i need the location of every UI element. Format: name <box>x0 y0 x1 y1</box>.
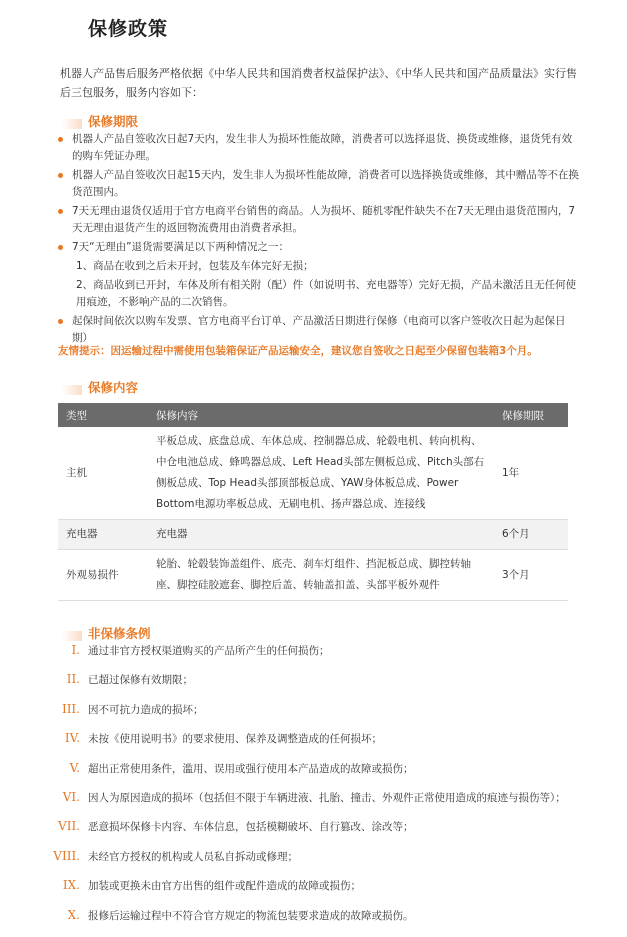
list-item: V. 超出正常使用条件，滥用、误用或强行使用本产品造成的故障或损伤； <box>46 761 606 790</box>
list-sub-item: 2、商品收到已开封，车体及所有相关附（配）件（如说明书、充电器等）完好无损，产品未激活且无任何使用痕迹，不影响产品的二次销售。 <box>76 279 577 308</box>
section-heading-coverage: 保修内容 <box>88 380 139 395</box>
roman-numeral: III. <box>61 701 80 716</box>
roman-numeral: II. <box>66 672 80 687</box>
cell-type: 外观易损件 <box>58 550 148 601</box>
table-row <box>58 550 568 601</box>
list-item: X. 报修后运输过程中不符合官方规定的物流包装要求造成的故障或损伤。 <box>46 908 606 937</box>
list-item: VIII. 未经官方授权的机构或人员私自拆动或修理； <box>46 849 606 878</box>
list-item: 机器人产品自签收次日起15天内，发生非人为损坏性能故障，消费者可以选择换货或维修，其中赠品等不在换货范围内。 <box>58 167 580 201</box>
cell-type: 主机 <box>58 427 148 520</box>
section-heading-exclusions: 非保修条例 <box>88 626 151 641</box>
friendly-tip: 友情提示：因运输过程中需使用包装箱保证产品运输安全，建议您自签收之日起至少保留包装箱3个月。 <box>58 345 538 357</box>
bullet-icon <box>58 137 63 142</box>
list-item: IX. 加装或更换未由官方出售的组件或配件造成的故障或损伤； <box>46 878 606 907</box>
cell-type: 充电器 <box>58 520 148 550</box>
bullet-icon <box>58 209 63 214</box>
exclusions-list <box>46 643 606 937</box>
table-header-row <box>58 403 568 427</box>
table-row <box>58 427 568 520</box>
list-item: 机器人产品自签收次日起7天内，发生非人为损坏性能故障，消费者可以选择退货、换货或维修，退货凭有效的购车凭证办理。 <box>58 131 580 165</box>
roman-numeral: IX. <box>62 878 80 893</box>
roman-numeral: IV. <box>64 731 80 746</box>
column-header-period: 保修期限 <box>494 403 568 427</box>
list-item: 7天“无理由”退货需要满足以下两种情况之一： <box>58 239 580 256</box>
cell-content: 充电器 <box>148 520 494 550</box>
intro-paragraph: 机器人产品售后服务严格依据《中华人民共和国消费者权益保护法》、《中华人民共和国产品质量法》实行售后三包服务，服务内容如下： <box>60 67 577 99</box>
list-item: 起保时间依次以购车发票、官方电商平台订单、产品激活日期进行保修（电商可以客户签收次日起为起保日期） <box>58 313 580 347</box>
list-item: IV. 未按《使用说明书》的要求使用、保养及调整造成的任何损坏； <box>46 731 606 760</box>
section-marker <box>62 385 82 395</box>
roman-numeral: VI. <box>62 789 80 804</box>
cell-period: 3个月 <box>494 550 568 601</box>
cell-content: 轮胎、轮毂装饰盖组件、底壳、刹车灯组件、挡泥板总成、脚控转轴座、脚控硅胶遮套、脚控后盖、转轴盖扣盖、头部平板外观件 <box>148 550 494 601</box>
list-item: 7天无理由退货仅适用于官方电商平台销售的商品。人为损坏、随机零配件缺失不在7天无理由退货范围内，7天无理由退货产生的返回物流费用由消费者承担。 <box>58 203 580 237</box>
section-marker <box>62 119 82 129</box>
cell-period: 1年 <box>494 427 568 520</box>
bullet-icon <box>58 245 63 250</box>
roman-numeral: VIII. <box>53 848 80 863</box>
section-heading-warranty-period: 保修期限 <box>88 114 139 129</box>
cell-period: 6个月 <box>494 520 568 550</box>
bullet-icon <box>58 173 63 178</box>
warranty-period-list <box>58 131 580 349</box>
list-item: I. 通过非官方授权渠道购买的产品所产生的任何损伤； <box>46 643 606 672</box>
list-item: II. 已超过保修有效期限； <box>46 672 606 701</box>
roman-numeral: V. <box>69 760 80 775</box>
roman-numeral: X. <box>67 907 80 922</box>
cell-content: 平板总成、底盘总成、车体总成、控制器总成、轮毂电机、转向机构、中仓电池总成、蜂鸣器总成、Left Head头部左侧板总成、Pitch头部右侧板总成、Top Head头部顶部板总成、YAW身体板总成、Power Bottom电源功率板总成、无刷电机、扬声器总成、连接线 <box>148 427 494 520</box>
list-item: VI. 因人为原因造成的损坏（包括但不限于车辆进液、扎胎、撞击、外观件正常使用造成的痕迹与损伤等）； <box>46 790 606 819</box>
section-marker <box>62 631 82 641</box>
column-header-content: 保修内容 <box>148 403 494 427</box>
bullet-icon <box>58 319 63 324</box>
column-header-type: 类型 <box>58 403 148 427</box>
list-item: VII. 恶意损坏保修卡内容、车体信息，包括模糊破坏、自行篡改、涂改等； <box>46 819 606 848</box>
list-item: III. 因不可抗力造成的损坏； <box>46 702 606 731</box>
coverage-table <box>58 403 568 601</box>
roman-numeral: I. <box>71 643 80 657</box>
list-sub-item: 1、商品在收到之后未开封，包装及车体完好无损； <box>76 260 314 272</box>
roman-numeral: VII. <box>58 819 80 834</box>
page-title: 保修政策 <box>88 18 169 40</box>
table-row <box>58 520 568 550</box>
